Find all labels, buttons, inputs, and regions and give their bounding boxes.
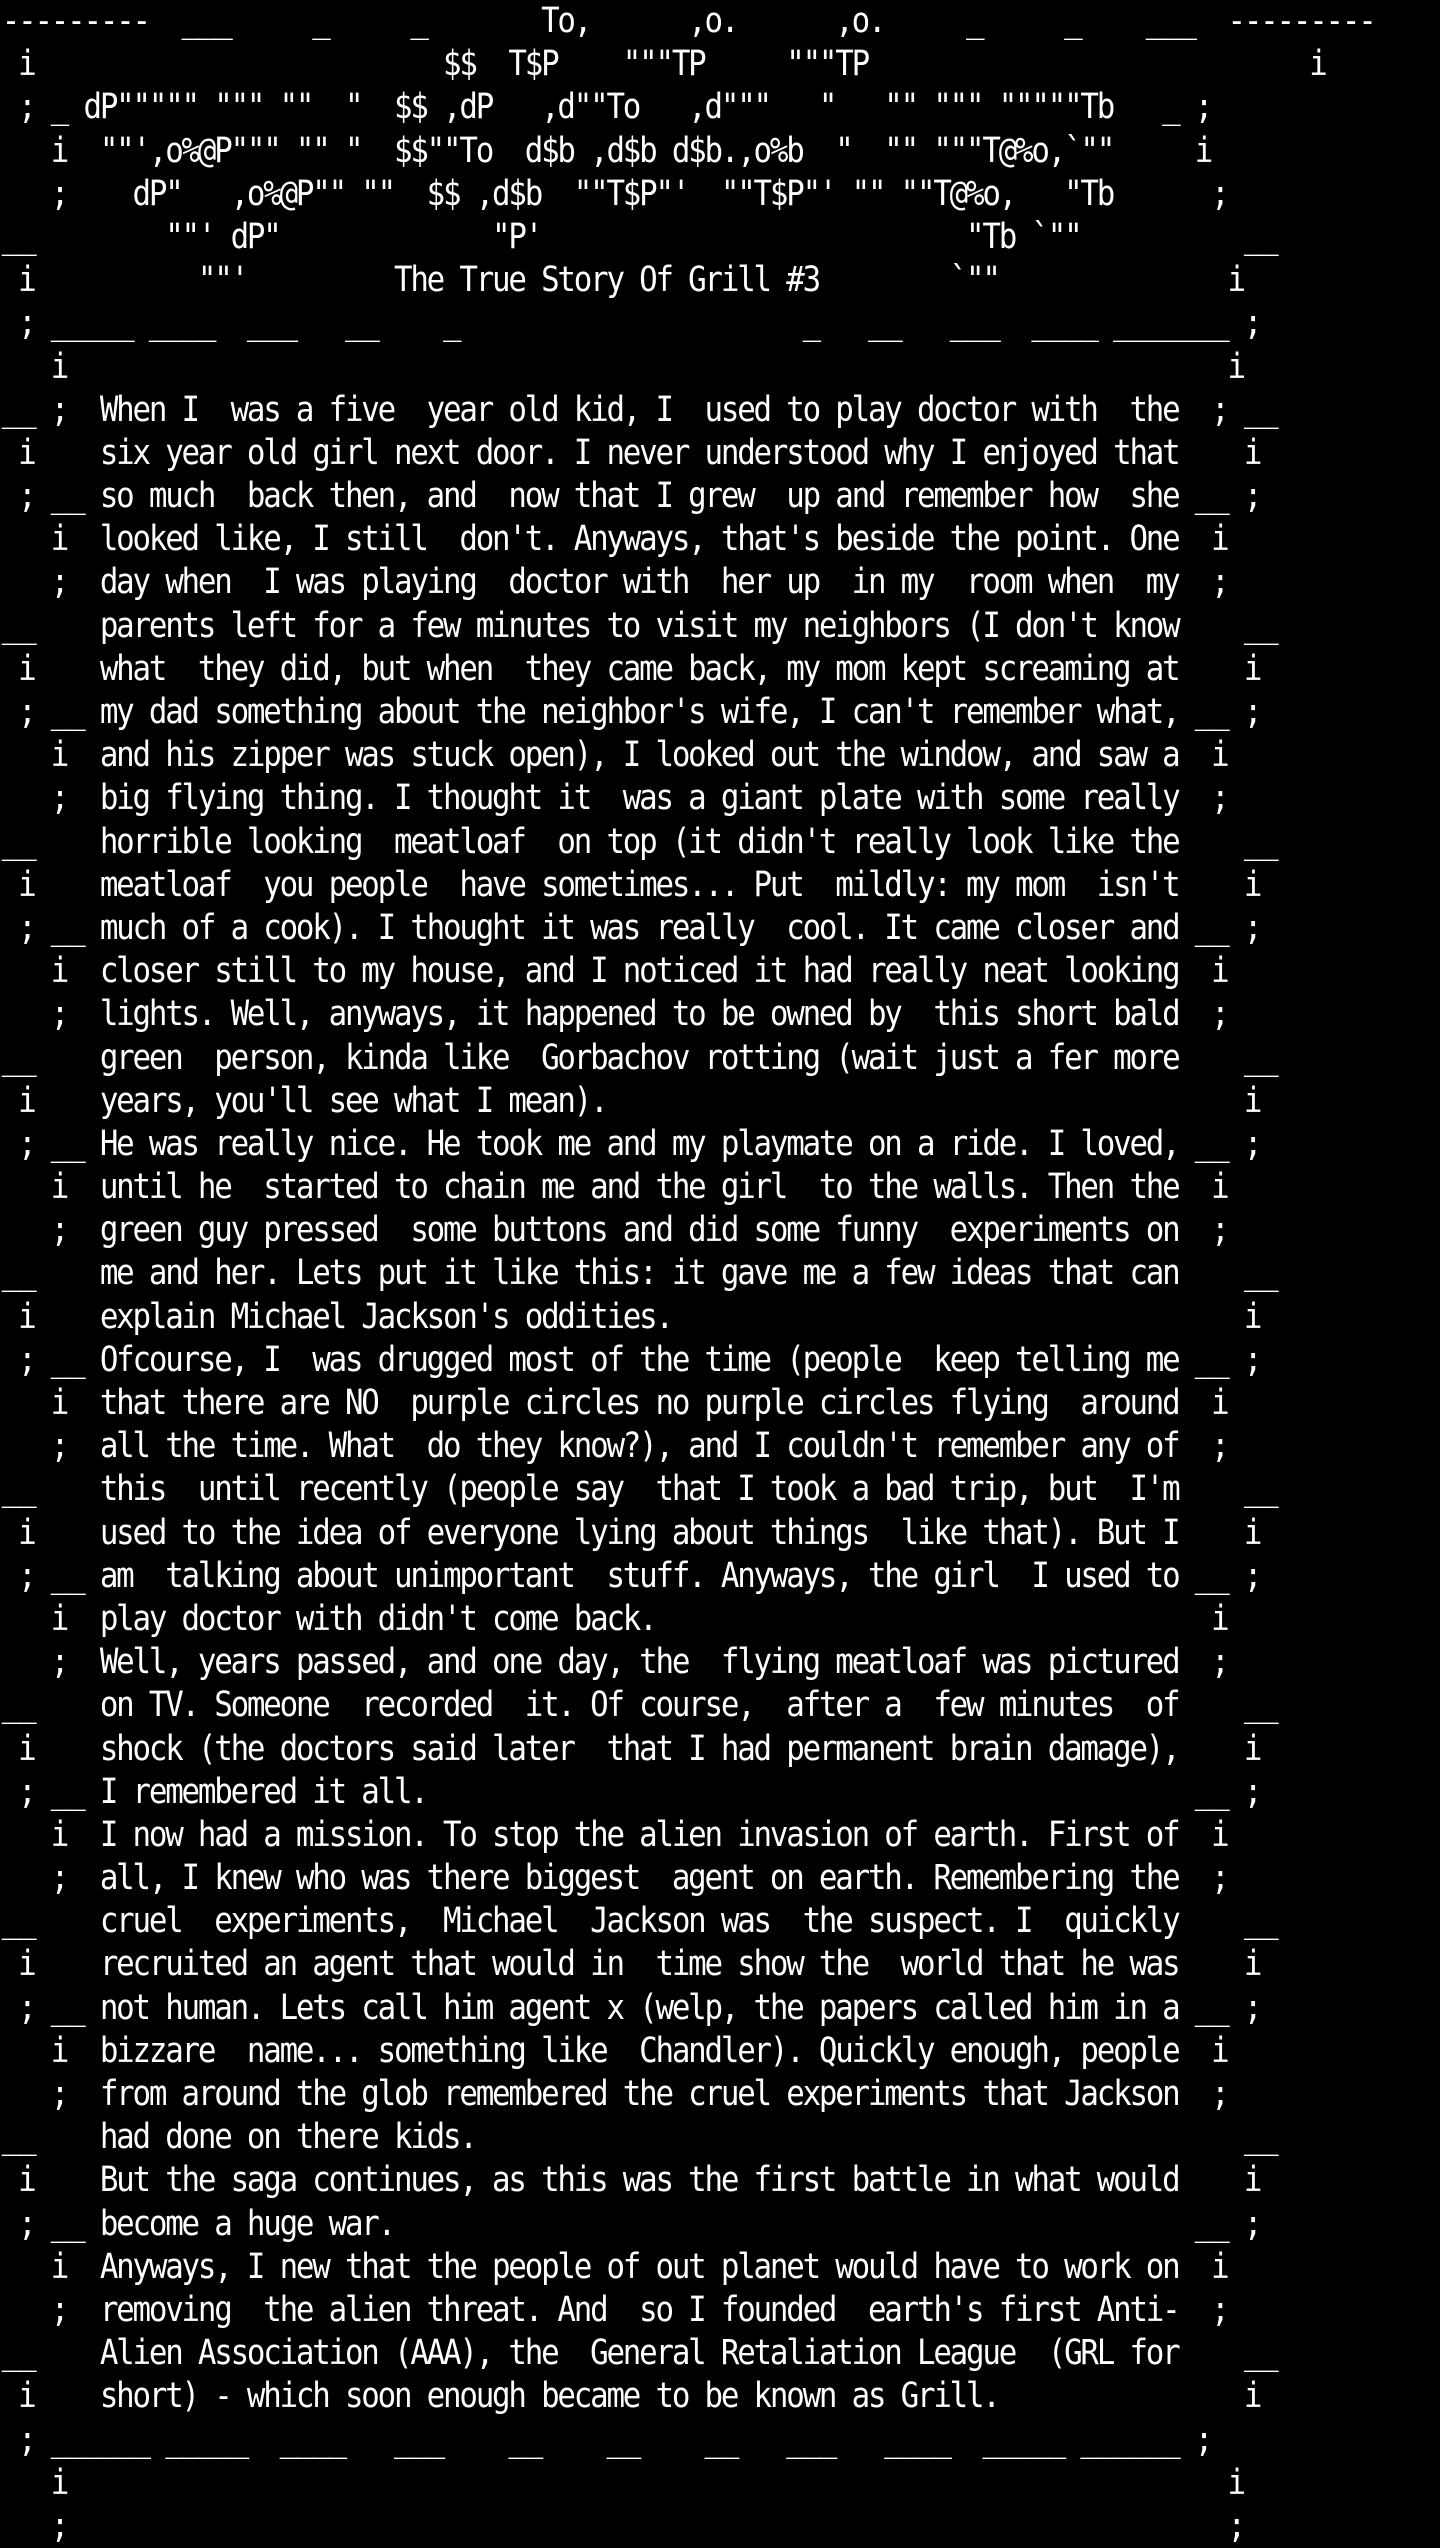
text-line: i meatloaf you people have sometimes... Put mildly: my mom isn't i (1, 864, 1261, 905)
text-line: i $$ T$P """TP """TP i (1, 44, 1326, 85)
text-line: i until he started to chain me and the girl to the walls. Then the i (1, 1167, 1228, 1208)
text-line: i Anyways, I new that the people of out planet would have to work on i (1, 2246, 1228, 2287)
text-line: i used to the idea of everyone lying about things like that). But I i (1, 1512, 1261, 1553)
text-line: ; ______ _____ ____ ___ __ __ __ ___ ____ _____ ______ ; (1, 2419, 1212, 2460)
text-line: i i (1, 346, 1244, 387)
text-line: __ ""' dP" "P' "Tb `"" __ (1, 216, 1277, 257)
text-line: __ ; When I was a five year old kid, I used to play doctor with the ; __ (1, 389, 1277, 430)
text-line: ; Well, years passed, and one day, the flying meatloaf was pictured ; (1, 1642, 1228, 1683)
text-line: ; all the time. What do they know?), and I couldn't remember any of ; (1, 1426, 1228, 1467)
text-line: __ me and her. Lets put it like this: it gave me a few ideas that can __ (1, 1253, 1277, 1294)
text-line: i play doctor with didn't come back. i (1, 1598, 1228, 1639)
text-line: --------- ___ _ _ To, ,o. ,o. _ _ ___ --------- (1, 1, 1375, 41)
text-line: ; _ dP""""" """ "" " $$ ,dP ,d""To ,d""" " "" """ """""Tb _ ; (1, 87, 1212, 128)
text-line: ; green guy pressed some buttons and did some funny experiments on ; (1, 1210, 1228, 1251)
text-line: __ horrible looking meatloaf on top (it didn't really look like the __ (1, 821, 1277, 862)
text-line: i six year old girl next door. I never understood why I enjoyed that i (1, 432, 1261, 473)
text-line: ; removing the alien threat. And so I founded earth's first Anti- ; (1, 2289, 1228, 2330)
text-line: ; all, I knew who was there biggest agent on earth. Remembering the ; (1, 1858, 1228, 1899)
text-line: ; lights. Well, anyways, it happened to be owned by this short bald ; (1, 994, 1228, 1035)
text-line: i short) - which soon enough became to be known as Grill. i (1, 2376, 1261, 2417)
text-line: ; _____ ____ ___ __ _ _ __ ___ ____ _______ ; (1, 303, 1261, 344)
text-line: __ on TV. Someone recorded it. Of course, after a few minutes of __ (1, 1685, 1277, 1726)
text-line: ; __ much of a cook). I thought it was really cool. It came closer and __ ; (1, 907, 1261, 948)
text-line: i years, you'll see what I mean). i (1, 1080, 1261, 1121)
text-line: i explain Michael Jackson's oddities. i (1, 1296, 1261, 1337)
text-line: i bizzare name... something like Chandler). Quickly enough, people i (1, 2030, 1228, 2071)
text-line: i that there are NO purple circles no purple circles flying around i (1, 1383, 1228, 1423)
text-line: i But the saga continues, as this was the first battle in what would i (1, 2160, 1261, 2201)
text-line: ; __ I remembered it all. __ ; (1, 1771, 1261, 1812)
text-line: i recruited an agent that would in time show the world that he was i (1, 1944, 1261, 1985)
text-line: __ green person, kinda like Gorbachov rotting (wait just a fer more __ (1, 1037, 1277, 1078)
text-line: __ this until recently (people say that I took a bad trip, but I'm __ (1, 1469, 1277, 1510)
text-line: ; day when I was playing doctor with her up in my room when my ; (1, 562, 1228, 603)
text-line: ; __ am talking about unimportant stuff. Anyways, the girl I used to __ ; (1, 1555, 1261, 1596)
text-line: ; from around the glob remembered the cruel experiments that Jackson ; (1, 2074, 1228, 2114)
text-line: ; __ so much back then, and now that I grew up and remember how she __ ; (1, 476, 1261, 517)
text-line: i shock (the doctors said later that I had permanent brain damage), i (1, 1728, 1261, 1769)
text-line: ; __ He was really nice. He took me and my playmate on a ride. I loved, __ ; (1, 1123, 1261, 1164)
text-line: ; ; (1, 2505, 1244, 2546)
text-line: __ cruel experiments, Michael Jackson was the suspect. I quickly __ (1, 1901, 1277, 1942)
text-line: __ had done on there kids. __ (1, 2117, 1277, 2158)
text-line: i what they did, but when they came back, my mom kept screaming at i (1, 648, 1261, 689)
title-line: i ""' The True Story Of Grill #3 `"" i (1, 260, 1244, 301)
text-line: ; __ my dad something about the neighbor's wife, I can't remember what, __ ; (1, 692, 1261, 732)
text-line: ; __ Ofcourse, I was drugged most of the time (people keep telling me __ ; (1, 1339, 1261, 1380)
text-line: ; dP" ,o%@P"" "" $$ ,d$b ""T$P"' ""T$P"' "" ""T@%o, "Tb ; (1, 173, 1228, 214)
text-line: ; big flying thing. I thought it was a giant plate with some really ; (1, 778, 1228, 819)
text-line: ; __ not human. Lets call him agent x (welp, the papers called him in a __ ; (1, 1987, 1261, 2028)
text-line: i closer still to my house, and I noticed it had really neat looking i (1, 951, 1228, 992)
text-line: i i (1, 2462, 1244, 2503)
text-line: i looked like, I still don't. Anyways, that's beside the point. One i (1, 519, 1228, 560)
text-line: i I now had a mission. To stop the alien invasion of earth. First of i (1, 1814, 1228, 1855)
text-line: ; __ become a huge war. __ ; (1, 2203, 1261, 2244)
text-line: __ Alien Association (AAA), the General Retaliation League (GRL for __ (1, 2333, 1277, 2374)
text-line: i and his zipper was stuck open), I looked out the window, and saw a i (1, 735, 1228, 776)
text-line: __ parents left for a few minutes to visit my neighbors (I don't know __ (1, 605, 1277, 646)
text-line: i ""',o%@P""" "" " $$""To d$b ,d$b d$b.,o%b " "" """T@%o,`"" i (1, 130, 1212, 171)
